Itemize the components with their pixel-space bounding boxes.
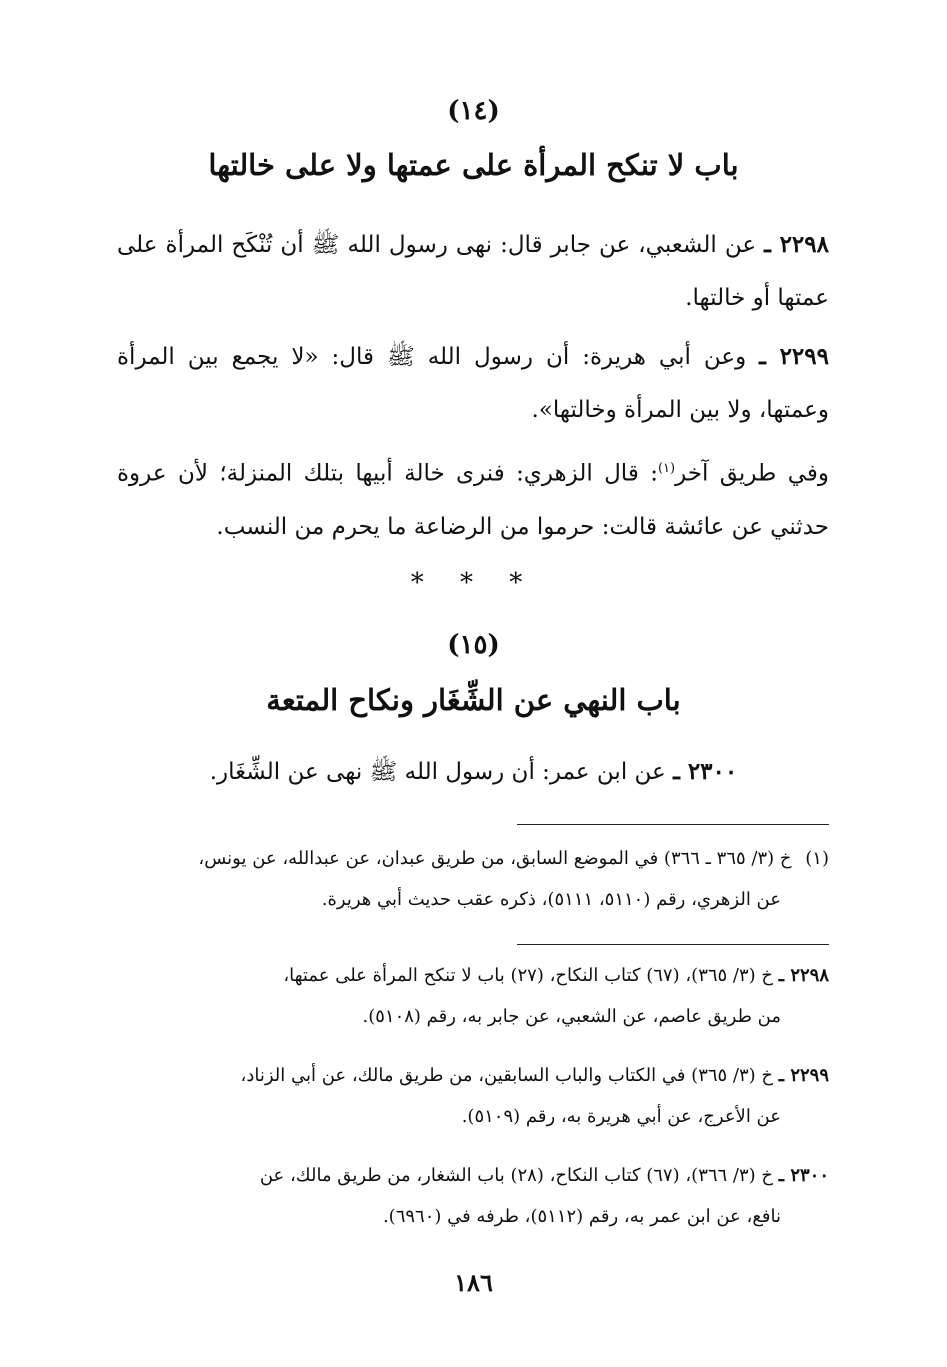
hadith-2299	[117, 330, 829, 437]
reference-2299-number: ٢٢٩٩ ـ	[778, 1065, 829, 1086]
section-15-number: (١٥)	[447, 630, 500, 660]
hadith-2300-text: عن ابن عمر: أن رسول الله ﷺ نهى عن الشِّغَار.	[209, 759, 666, 785]
reference-2298	[117, 955, 829, 1037]
reference-2300	[117, 1155, 829, 1237]
hadith-2298-number: ٢٢٩٨ ـ	[764, 231, 829, 258]
section-15-title: باب النهي عن الشِّغَار ونكاح المتعة	[266, 683, 681, 717]
reference-2299	[117, 1055, 829, 1137]
section-separator: * * *	[410, 568, 537, 598]
reference-2300-line1: خ (٣/ ٣٦٦)، (٦٧) كتاب النكاح، (٢٨) باب الشغار، من طريق مالك، عن	[259, 1165, 774, 1186]
footnote-divider	[517, 824, 829, 825]
hadith-2300	[0, 745, 947, 799]
reference-2300-number: ٢٣٠٠ ـ	[778, 1165, 829, 1186]
hadith-2300-number: ٢٣٠٠ ـ	[673, 758, 738, 785]
hadith-2299-number: ٢٢٩٩ ـ	[759, 343, 829, 370]
footnote-1	[117, 838, 829, 920]
reference-2298-number: ٢٢٩٨ ـ	[778, 965, 829, 986]
reference-2300-line2: نافع، عن ابن عمر به، رقم (٥١١٢)، طرفه في (٦٩٦٠).	[382, 1206, 781, 1227]
footnote-ref-1[interactable]: (١)	[657, 461, 676, 476]
references-divider	[517, 944, 829, 945]
hadith-2299-text: وعن أبي هريرة: أن رسول الله ﷺ قال: «لا يجمع بين المرأة وعمتها، ولا بين المرأة وخالتها».	[117, 344, 829, 423]
reference-2299-line2: عن الأعرج، عن أبي هريرة به، رقم (٥١٠٩).	[461, 1106, 781, 1127]
other-route-text-after: : قال الزهري: فنرى خالة أبيها بتلك المنزلة؛ لأن عروة حدثني عن عائشة قالت: حرموا من الرضاعة ما يحرم من النسب.	[117, 460, 829, 540]
hadith-2298	[117, 218, 829, 325]
reference-2298-line1: خ (٣/ ٣٦٥)، (٦٧) كتاب النكاح، (٢٧) باب لا تنكح المرأة على عمتها،	[283, 965, 774, 986]
section-14-number: (١٤)	[447, 96, 500, 126]
other-route-paragraph	[117, 442, 829, 554]
page-number: ١٨٦	[454, 1268, 493, 1297]
other-route-text-before: وفي طريق آخر	[675, 460, 829, 487]
hadith-2298-text: عن الشعبي، عن جابر قال: نهى رسول الله ﷺ أن تُنْكَح المرأة على عمتها أو خالتها.	[117, 232, 829, 311]
footnote-1-mark: (١)	[805, 848, 829, 869]
footnote-1-line2: عن الزهري، رقم (٥١١٠، ٥١١١)، ذكره عقب حديث أبي هريرة.	[321, 889, 781, 910]
reference-2298-line2: من طريق عاصم، عن الشعبي، عن جابر به، رقم (٥١٠٨).	[362, 1006, 781, 1027]
reference-2299-line1: خ (٣/ ٣٦٥) في الكتاب والباب السابقين، من طريق مالك، عن أبي الزناد،	[240, 1065, 774, 1086]
footnote-1-line1: خ (٣/ ٣٦٥ ـ ٣٦٦) في الموضع السابق، من طريق عبدان، عن عبدالله، عن يونس،	[198, 848, 792, 869]
section-14-title: باب لا تنكح المرأة على عمتها ولا على خالتها	[208, 148, 739, 182]
